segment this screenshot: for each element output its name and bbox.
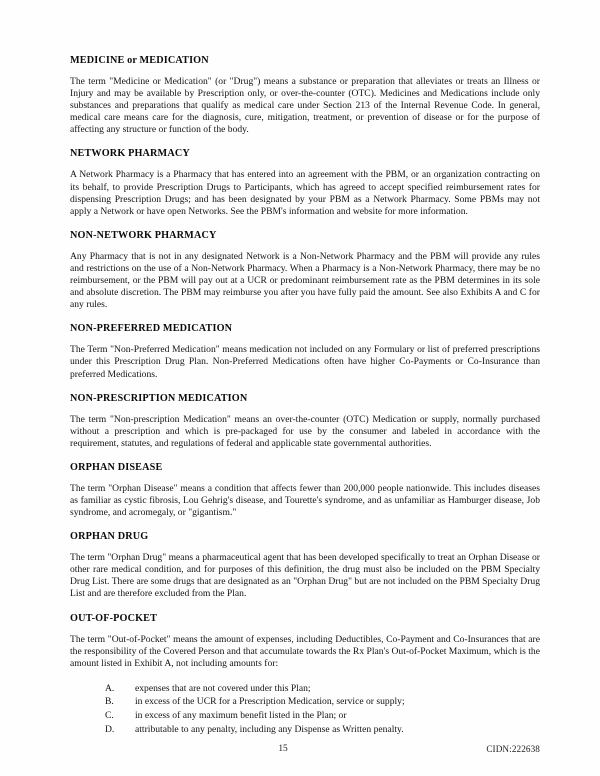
- list-item: [70, 695, 540, 709]
- list-item-marker: D.: [105, 723, 115, 735]
- section-heading: OUT-OF-POCKET: [70, 612, 158, 624]
- page-number: 15: [278, 744, 288, 754]
- page-footer: [70, 744, 540, 758]
- section-non-preferred-medication: [70, 323, 540, 380]
- section-heading: NON-PRESCRIPTION MEDICATION: [70, 392, 248, 404]
- section-paragraph: A Network Pharmacy is a Pharmacy that has entered into an agreement with the PBM, or an organization contracting on its behalf, to provide Prescription Drugs to Participants, which has agreed to accept specified reimbursement rates for dispensing Prescription Drugs; and has been designated by your PBM as a Network Pharmacy. Some PBMs may not apply a Network or have open Networks. See the PBM's information and website for more information.: [70, 169, 540, 217]
- exclusions-list: [70, 682, 540, 736]
- section-non-prescription-medication: [70, 393, 540, 450]
- section-heading: NETWORK PHARMACY: [70, 148, 190, 160]
- exclusions-list-wrapper: [70, 682, 540, 736]
- section-out-of-pocket: [70, 613, 540, 737]
- section-paragraph: The term "Medicine or Medication" (or "Drug") means a substance or preparation that alleviates or treats an Illness or Injury and may be available by Prescription only, or over-the-counter (OTC). Medicines and Medications include only substances and preparations that qualify as medical care under Section 213 of the Internal Revenue Code. In general, medical care means care for the diagnosis, cure, mitigation, treatment, or prevention of disease or for the purpose of affecting any structure or function of the body.: [70, 76, 540, 136]
- section-paragraph: The Term "Non-Preferred Medication" means medication not included on any Formulary or list of preferred prescriptions under this Prescription Drug Plan. Non-Preferred Medications often have higher Co-Payments or Co-Insurance than preferred Medications.: [70, 344, 540, 380]
- section-network-pharmacy: [70, 148, 540, 217]
- section-paragraph: The term "Orphan Drug" means a pharmaceutical agent that has been developed specifically to treat an Orphan Disease or other rare medical condition, and for purposes of this definition, the drug must also be included on the PBM Specialty Drug List. There are some drugs that are designated as an "Orphan Drug" but are not included on the PBM Specialty Drug List and are therefore excluded from the Plan.: [70, 552, 540, 600]
- list-item: [70, 723, 540, 737]
- list-item-text: in excess of the UCR for a Prescription Medication, service or supply;: [135, 696, 405, 708]
- document-body: [70, 55, 540, 736]
- section-paragraph: Any Pharmacy that is not in any designated Network is a Non-Network Pharmacy and the PBM will provide any rules and restrictions on the use of a Non-Network Pharmacy. When a Pharmacy is a Non-Network Pharmacy, there may be no reimbursement, or the PBM will pay out at a UCR or predominant reimbursement rate as the PBM determines in its sole and absolute discretion. The PBM may reimburse you after you have fully paid the amount. See also Exhibits A and C for any rules.: [70, 250, 540, 311]
- section-heading: ORPHAN DISEASE: [70, 461, 163, 473]
- section-non-network-pharmacy: [70, 230, 540, 311]
- list-item-marker: A.: [105, 682, 115, 694]
- list-item-marker: B.: [105, 696, 114, 708]
- section-orphan-disease: [70, 462, 540, 519]
- section-heading: ORPHAN DRUG: [70, 531, 149, 543]
- section-heading: NON-NETWORK PHARMACY: [70, 229, 217, 241]
- document-code: CIDN:222638: [486, 744, 540, 754]
- section-paragraph: The term "Orphan Disease" means a condition that affects fewer than 200,000 people nationwide. This includes diseases as familiar as cystic fibrosis, Lou Gehrig's disease, and Tourette's syndrome, and as unfamiliar as Hamburger disease, Job syndrome, and acromegaly, or "gigantism.": [70, 482, 540, 519]
- section-paragraph: The term "Out-of-Pocket" means the amount of expenses, including Deductibles, Co-Payment and Co-Insurances that are the responsibility of the Covered Person and that accumulate towards the Rx Plan's Out-of-Pocket Maximum, which is the amount listed in Exhibit A, not including amounts for:: [70, 633, 540, 669]
- list-item-text: in excess of any maximum benefit listed in the Plan; or: [135, 710, 347, 721]
- list-item: [70, 709, 540, 723]
- list-item-marker: C.: [105, 710, 114, 721]
- section-heading: MEDICINE or MEDICATION: [70, 55, 209, 66]
- section-orphan-drug: [70, 531, 540, 600]
- list-item: [70, 682, 540, 696]
- section-paragraph: The term "Non-prescription Medication" means an over-the-counter (OTC) Medication or supply, normally purchased without a prescription and which is pre-packaged for use by the consumer and labeled in accordance with the requirement, statutes, and regulations of federal and applicable state governmental authorities.: [70, 413, 540, 449]
- list-item-text: expenses that are not covered under this Plan;: [135, 682, 311, 694]
- list-item-text: attributable to any penalty, including any Dispense as Written penalty.: [135, 723, 404, 735]
- section-medicine-or-medication: [70, 55, 540, 136]
- section-heading: NON-PREFERRED MEDICATION: [70, 323, 233, 335]
